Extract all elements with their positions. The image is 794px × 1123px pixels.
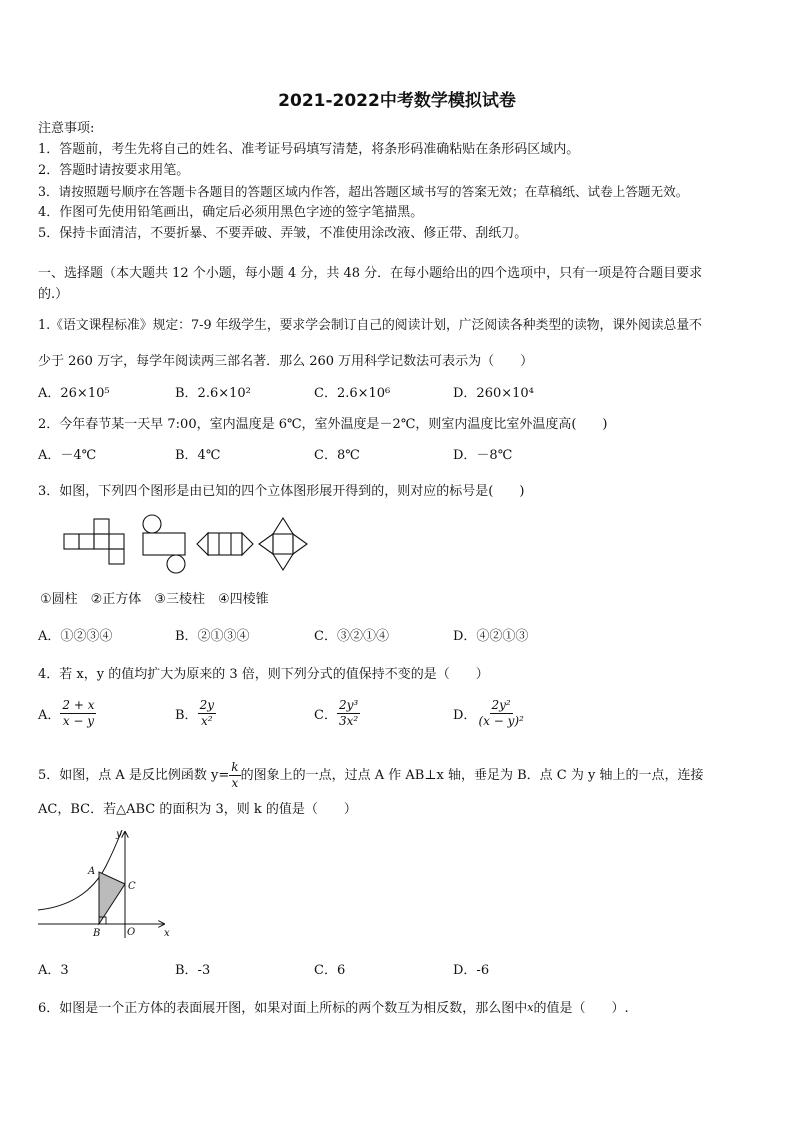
- stem-part: 6．如图是一个正方体的表面展开图，如果对面上所标的两个数互为相反数，那么图中: [38, 1001, 528, 1016]
- label-c: C: [128, 881, 136, 892]
- option-c: C．8℃: [314, 448, 360, 463]
- label-x: x: [164, 928, 170, 939]
- option-a: A．①②③④: [38, 629, 113, 644]
- stem-part: 的图象上的一点，过点 A 作 AB⊥x 轴，垂足为 B．点 C 为 y 轴上的一点，连接: [240, 767, 704, 783]
- notice-item: 5．保持卡面清洁，不要折暴、不要弄破、弄皱，不准使用涂改液、修正带、刮纸刀。: [38, 226, 528, 241]
- question-stem: 2．今年春节某一天早 7:00，室内温度是 6℃，室外温度是－2℃，则室内温度比室外温度高( ): [38, 417, 608, 432]
- option-c: C．2.6×10⁶: [314, 386, 391, 401]
- option-b: [175, 698, 216, 729]
- option-letter: A．: [38, 708, 61, 723]
- option-letter: D．: [453, 708, 477, 723]
- label-a: A: [88, 866, 96, 877]
- stem-part: 的值是（ ）.: [533, 1001, 629, 1016]
- numerator: k: [231, 760, 239, 774]
- notice-item: 1．答题前，考生先将自己的姓名、准考证号码填写清楚，将条形码准确粘贴在条形码区域内。: [38, 142, 580, 157]
- denominator: x²: [200, 714, 213, 728]
- option-c: C．6: [314, 963, 346, 978]
- denominator: x: [231, 776, 239, 790]
- option-c: [314, 698, 360, 729]
- option-d: D．-6: [453, 963, 490, 978]
- question-stem: 3．如图，下列四个图形是由已知的四个立体图形展开得到的，则对应的标号是( ): [38, 484, 525, 499]
- notice-item: 3．请按照题号顺序在答题卡各题目的答题区域内作答，超出答题区域书写的答案无效；在草稿纸、试卷上答题无效。: [38, 184, 689, 199]
- question-stem: 1.《语文课程标准》规定：7-9 年级学生，要求学会制订自己的阅读计划，广泛阅读各种类型的读物，课外阅读总量不: [38, 318, 702, 333]
- option-d: D．④②①③: [453, 629, 529, 644]
- numerator: 2y: [199, 698, 214, 712]
- option-letter: B．: [175, 708, 198, 723]
- notice-heading: 注意事项:: [38, 121, 95, 136]
- variable-x: x: [527, 1001, 534, 1014]
- option-a: A．－4℃: [38, 448, 97, 463]
- label-o: O: [127, 927, 136, 938]
- fraction: [198, 698, 216, 729]
- question-stem: 少于 260 万字，每学年阅读两三部名著．那么 260 万用科学记数法可表示为（ ）: [38, 354, 534, 369]
- option-c: C．③②①④: [314, 629, 389, 644]
- denominator: (x − y)²: [478, 714, 524, 728]
- fraction: [337, 698, 360, 729]
- option-a: A．26×10⁵: [38, 386, 110, 401]
- prism-net: [197, 533, 253, 555]
- question-stem: 4．若 x，y 的值均扩大为原来的 3 倍，则下列分式的值保持不变的是（ ）: [38, 667, 489, 682]
- cube-net: [64, 519, 124, 564]
- fraction: [229, 760, 240, 791]
- notice-item: 4．作图可先使用铅笔画出，确定后必须用黑色字迹的签字笔描黑。: [38, 205, 424, 220]
- cylinder-net: [143, 515, 185, 573]
- option-d: D．260×10⁴: [453, 386, 534, 401]
- solid-labels: ①圆柱 ②正方体 ③三棱柱 ④四棱锥: [40, 592, 269, 607]
- question-stem: [38, 999, 629, 1018]
- fraction: [60, 698, 96, 729]
- option-b: B．4℃: [175, 448, 221, 463]
- question-stem: [38, 760, 704, 791]
- net-figures: [55, 512, 315, 574]
- option-b: B．②①③④: [175, 629, 250, 644]
- section-intro-line: 的.）: [38, 287, 69, 302]
- fraction: [476, 698, 525, 729]
- section-intro-line: 一、选择题（本大题共 12 个小题，每小题 4 分，共 48 分．在每小题给出的四个选项中，只有一项是符合题目要求: [38, 266, 703, 281]
- option-d: [453, 698, 526, 729]
- option-a: [38, 698, 96, 729]
- numerator: 2y²: [491, 698, 511, 712]
- option-b: B．2.6×10²: [175, 386, 251, 401]
- denominator: 3x²: [338, 714, 359, 728]
- question-stem: AC，BC．若△ABC 的面积为 3，则 k 的值是（ ）: [38, 802, 357, 817]
- option-a: A．3: [38, 963, 69, 978]
- numerator: 2 + x: [62, 698, 95, 712]
- notice-item: 2．答题时请按要求用笔。: [38, 163, 190, 178]
- option-b: B．-3: [175, 963, 211, 978]
- label-b: B: [93, 928, 101, 939]
- graph-figure: [36, 826, 176, 942]
- triangle-abc: [99, 872, 125, 924]
- numerator: 2y³: [338, 698, 359, 712]
- label-y: y: [116, 829, 122, 840]
- stem-part: 5．如图，点 A 是反比例函数 y=: [38, 767, 230, 783]
- denominator: x − y: [62, 714, 95, 728]
- page-title: 2021-2022中考数学模拟试卷: [278, 91, 516, 111]
- option-letter: C．: [314, 708, 337, 723]
- pyramid-net: [259, 518, 307, 570]
- option-d: D．－8℃: [453, 448, 513, 463]
